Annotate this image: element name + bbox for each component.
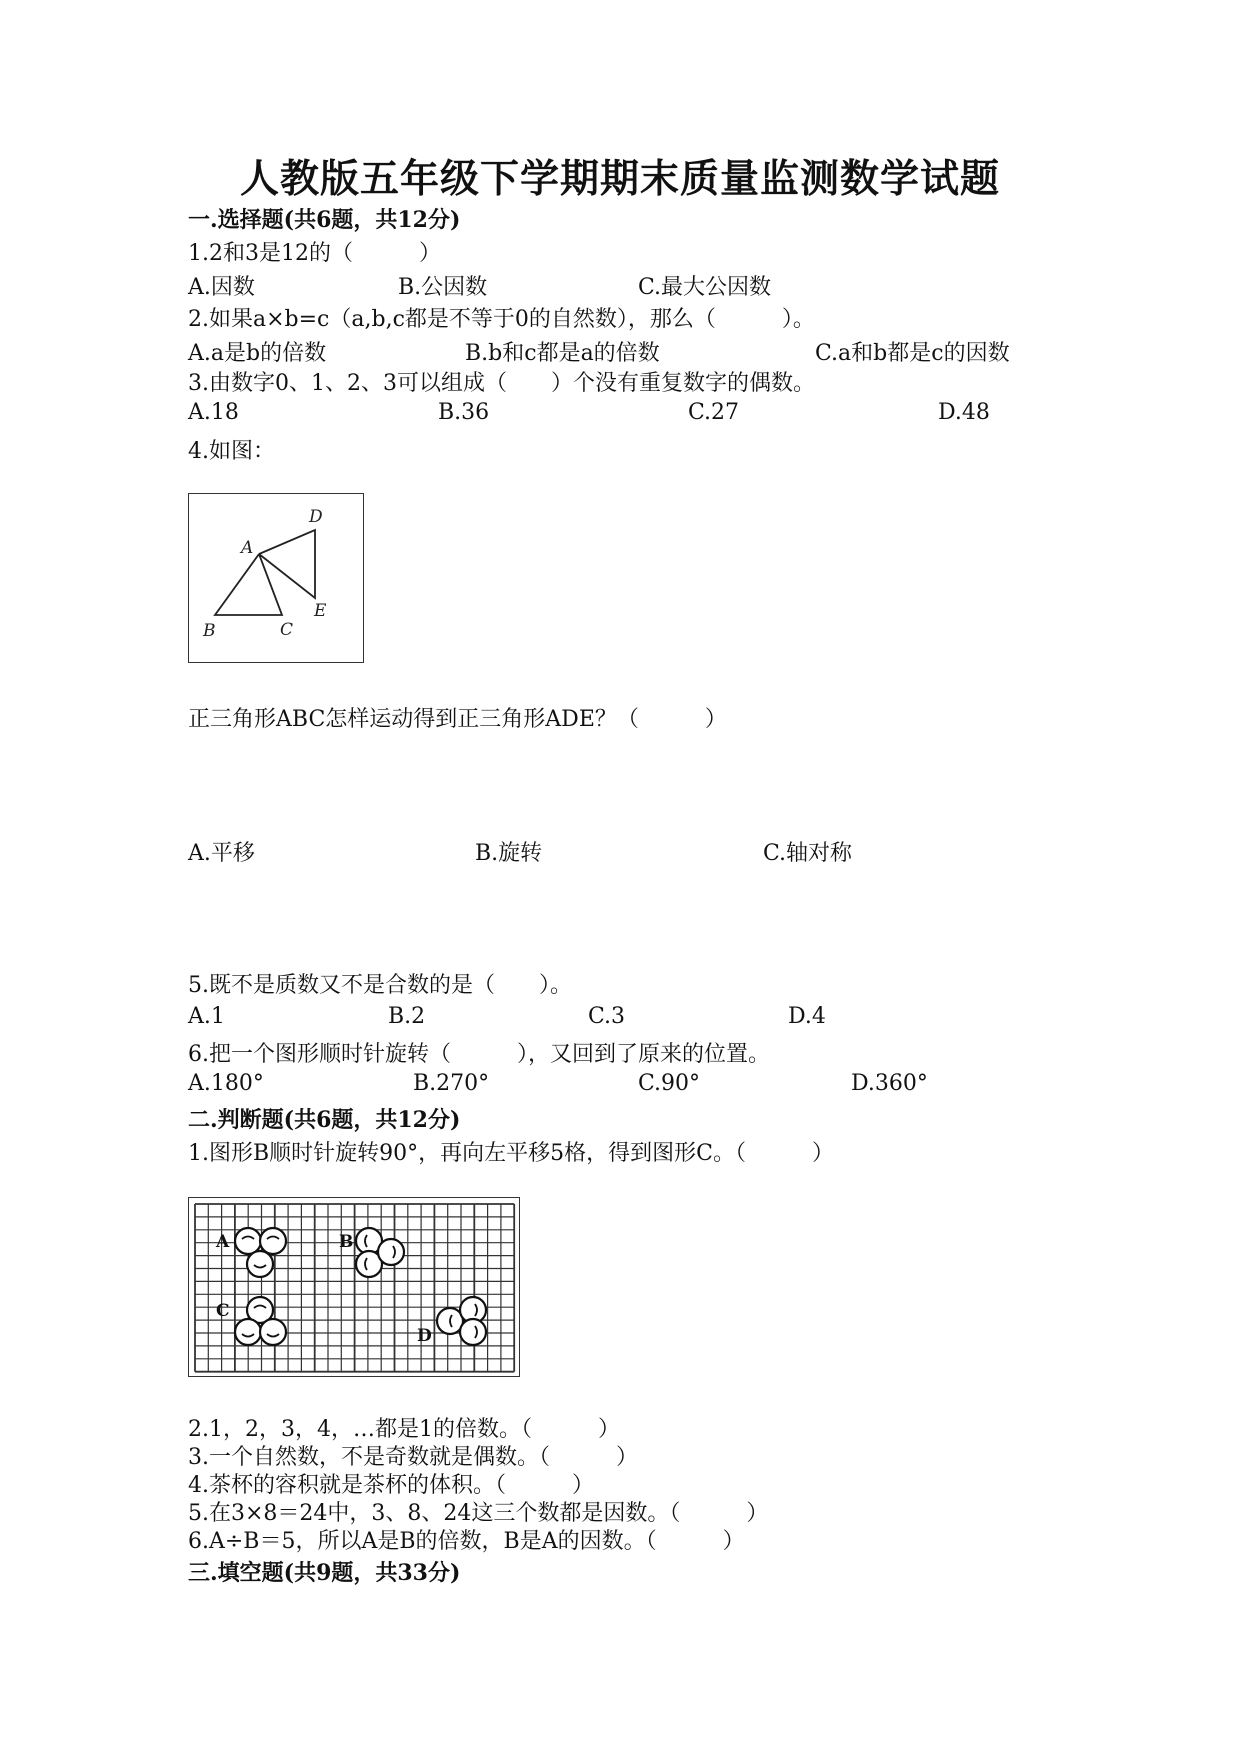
- question-2-6: 6.A÷B＝5，所以A是B的倍数，B是A的因数。（ ）: [188, 1529, 745, 1554]
- option-1-3-c: C.27: [688, 400, 740, 425]
- option-1-2-a: A.a是b的倍数: [188, 341, 327, 366]
- question-1-4: 4.如图：: [188, 439, 275, 464]
- option-1-6-d: D.360°: [851, 1071, 928, 1096]
- question-1-3: 3.由数字0、1、2、3可以组成（ ）个没有重复数字的偶数。: [188, 371, 815, 396]
- question-2-1: 1.图形B顺时针旋转90°，再向左平移5格，得到图形C。（ ）: [188, 1141, 834, 1166]
- section-heading-fill-blank: 三.填空题(共9题，共33分): [188, 1560, 461, 1586]
- option-1-3-b: B.36: [438, 400, 490, 425]
- label-e: E: [314, 601, 327, 621]
- option-1-5-d: D.4: [788, 1004, 826, 1029]
- option-1-1-a: A.因数: [188, 275, 255, 300]
- option-1-3-d: D.48: [938, 400, 990, 425]
- grid-label-b: B: [339, 1232, 354, 1252]
- grid-figure-c: [235, 1297, 286, 1345]
- option-1-4-c: C.轴对称: [763, 841, 853, 866]
- question-1-2: 2.如果a×b=c（a,b,c都是不等于0的自然数），那么（ ）。: [188, 307, 815, 332]
- question-2-4: 4.茶杯的容积就是茶杯的体积。（ ）: [188, 1473, 594, 1498]
- grid-figure-b: [356, 1228, 404, 1277]
- label-a: A: [241, 538, 254, 558]
- grid-label-d: D: [417, 1326, 432, 1346]
- grid-label-a: A: [216, 1232, 230, 1252]
- grid-figure-a: [235, 1228, 286, 1277]
- option-1-1-b: B.公因数: [398, 275, 488, 300]
- section-heading-choice: 一.选择题(共6题，共12分): [188, 207, 461, 233]
- option-1-5-b: B.2: [388, 1004, 426, 1029]
- page-title: 人教版五年级下学期期末质量监测数学试题: [239, 156, 1000, 202]
- triangle-figure: [188, 493, 364, 663]
- label-b: B: [203, 621, 216, 641]
- label-c: C: [280, 620, 294, 640]
- option-1-6-a: A.180°: [188, 1071, 264, 1096]
- option-1-5-c: C.3: [588, 1004, 626, 1029]
- option-1-6-b: B.270°: [413, 1071, 490, 1096]
- question-2-2: 2.1，2，3，4，…都是1的倍数。（ ）: [188, 1417, 620, 1442]
- option-1-2-b: B.b和c都是a的倍数: [465, 341, 660, 366]
- grid-figure-d: [437, 1297, 486, 1345]
- triangle-diagram: [189, 494, 363, 662]
- option-1-3-a: A.18: [188, 400, 239, 425]
- option-1-4-b: B.旋转: [475, 841, 543, 866]
- grid-diagram: [189, 1198, 519, 1376]
- grid-label-c: C: [216, 1301, 230, 1321]
- section-heading-judgement: 二.判断题(共6题，共12分): [188, 1107, 461, 1133]
- label-d: D: [309, 507, 323, 527]
- question-1-4-prompt: 正三角形ABC怎样运动得到正三角形ADE？（ ）: [188, 707, 727, 732]
- option-1-1-c: C.最大公因数: [638, 275, 772, 300]
- option-1-2-c: C.a和b都是c的因数: [815, 341, 1010, 366]
- option-1-6-c: C.90°: [638, 1071, 701, 1096]
- question-1-6: 6.把一个图形顺时针旋转（ ），又回到了原来的位置。: [188, 1042, 770, 1067]
- option-1-4-a: A.平移: [188, 841, 255, 866]
- option-1-5-a: A.1: [188, 1004, 225, 1029]
- triangle-ade: [259, 530, 315, 598]
- question-1-1: 1.2和3是12的（ ）: [188, 241, 441, 266]
- question-2-3: 3.一个自然数，不是奇数就是偶数。（ ）: [188, 1445, 638, 1470]
- grid-figure: [188, 1197, 520, 1377]
- question-2-5: 5.在3×8＝24中，3、8、24这三个数都是因数。（ ）: [188, 1501, 769, 1526]
- question-1-5: 5.既不是质数又不是合数的是（ ）。: [188, 973, 572, 998]
